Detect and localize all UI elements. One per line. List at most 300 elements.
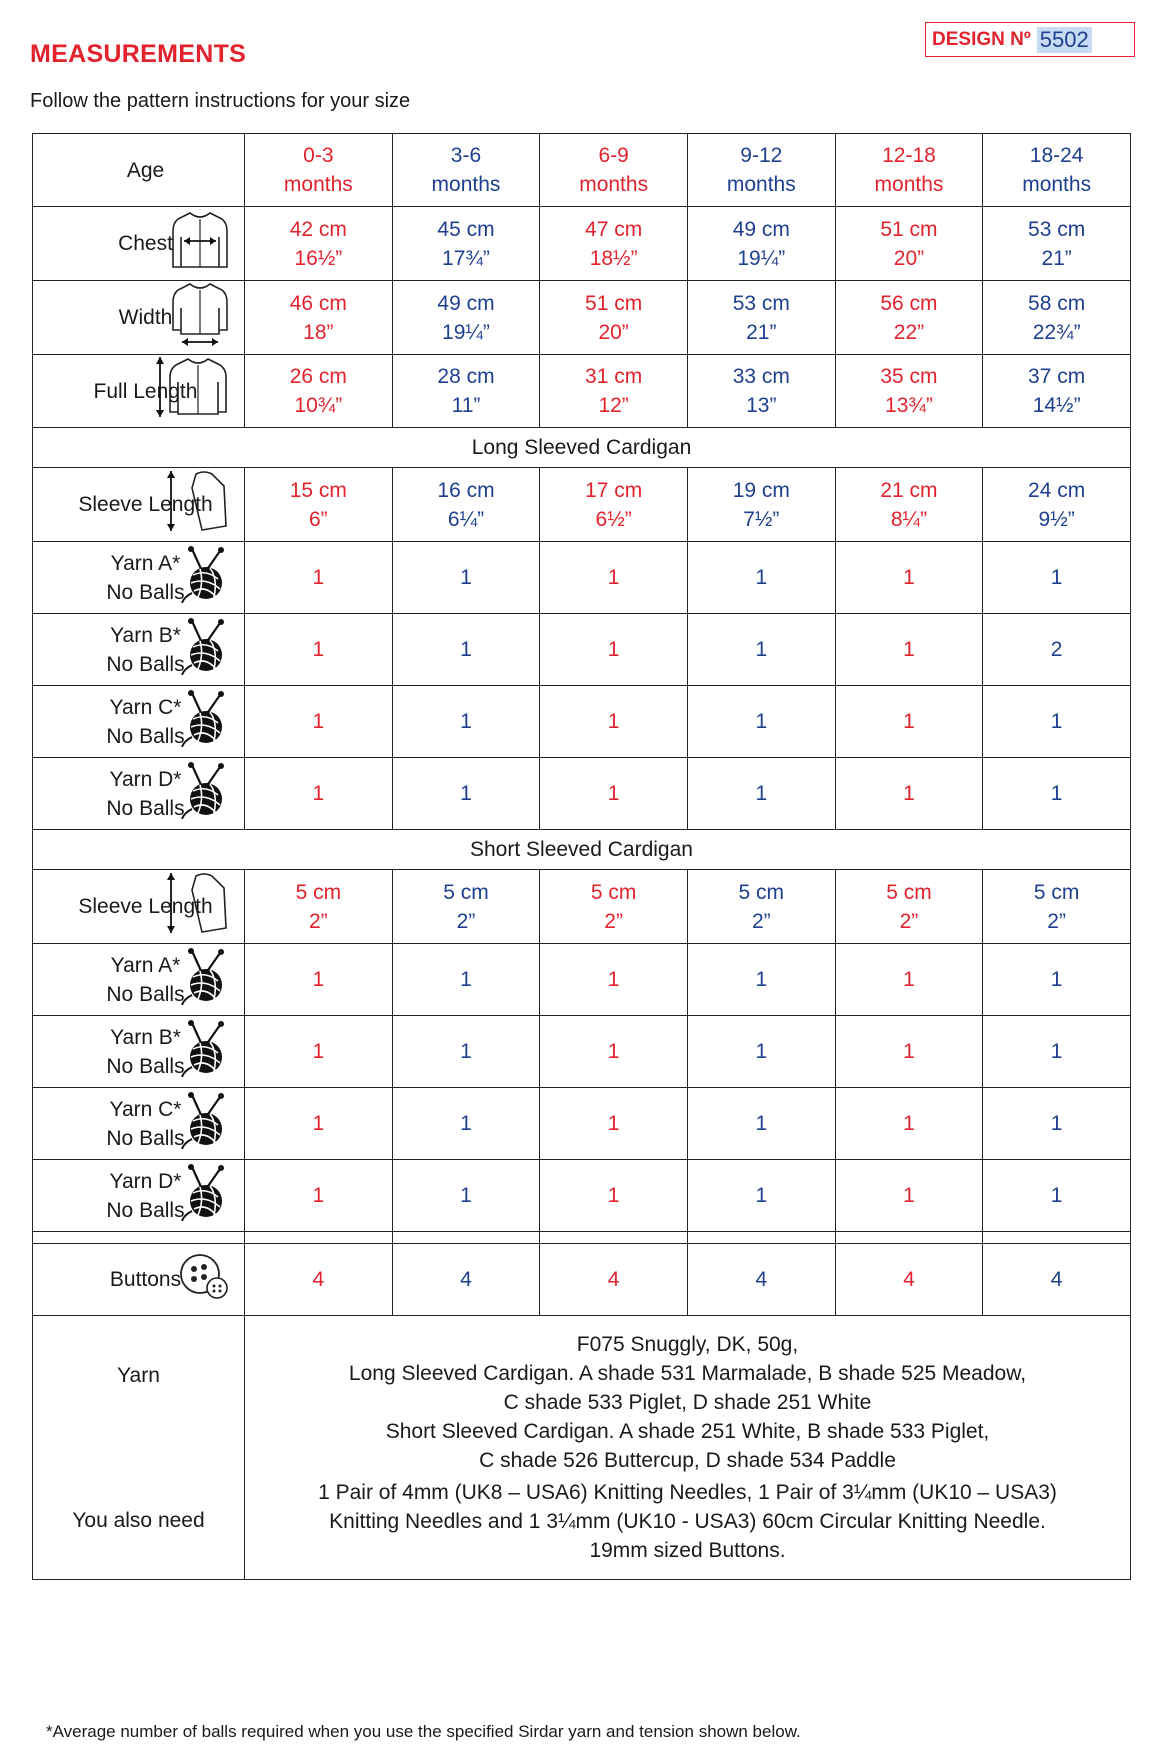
short-sleeve-length-value-text: 5 cm [1033, 880, 1080, 904]
short-yarn-3-value-text: 1 [903, 1184, 915, 1207]
label-spacer [47, 1390, 230, 1506]
long-sleeved-heading-row [33, 428, 1131, 468]
long-yarn-3-label-text: Yarn D* [109, 767, 182, 791]
short-yarn-3-value [540, 1160, 688, 1232]
long-yarn-0-label-text: Yarn A* [110, 551, 181, 575]
long-sleeve-length-value-text: 6½” [595, 507, 632, 531]
chest-value-text: 51 cm [880, 217, 938, 241]
long-yarn-2-value-text: 1 [460, 710, 472, 733]
buttons-label [33, 1244, 245, 1316]
cardigan-chest-icon [170, 209, 230, 279]
long-yarn-3-value [392, 758, 540, 830]
long-yarn-0-value-text: 1 [1050, 566, 1063, 589]
long-yarn-3-value [983, 758, 1131, 830]
full-length-value-text: 12” [598, 394, 629, 417]
short-yarn-0-row [33, 944, 1131, 1016]
age-value-text: months [1022, 173, 1092, 196]
age-value-text: 12-18 [882, 144, 936, 167]
short-yarn-1-label [33, 1016, 245, 1088]
short-yarn-1-label-text: Yarn B* [110, 1025, 181, 1049]
full-length-value-text: 28 cm [437, 365, 495, 388]
chest-value [245, 207, 393, 281]
full-length-value-text: 35 cm [880, 365, 938, 388]
long-sleeve-length-value-text: 17 cm [585, 478, 643, 502]
long-sleeve-length-value-text: 7½” [743, 507, 780, 531]
width-value-text: 58 cm [1028, 291, 1086, 315]
width-value-text: 22” [893, 320, 925, 344]
long-sleeve-length-label [33, 468, 245, 542]
short-yarn-1-value [983, 1016, 1131, 1088]
short-yarn-3-value-text: 1 [312, 1184, 325, 1207]
age-value-text: 3-6 [450, 144, 482, 167]
long-sleeve-length-value-text: 15 cm [289, 478, 347, 502]
age-value-text: 18-24 [1029, 144, 1084, 167]
long-sleeve-length-value-text: 16 cm [437, 478, 495, 502]
long-yarn-0-label [33, 542, 245, 614]
short-yarn-0-label [33, 944, 245, 1016]
buttons-value-text: 4 [755, 1268, 768, 1291]
long-yarn-0-value [687, 542, 835, 614]
short-yarn-1-value-text: 1 [312, 1040, 325, 1063]
age-label [33, 134, 245, 207]
short-yarn-0-label-text: Yarn A* [110, 953, 181, 977]
chest-value-text: 21” [1041, 246, 1072, 270]
short-yarn-2-label [33, 1088, 245, 1160]
short-yarn-3-value-text: 1 [755, 1184, 768, 1207]
long-yarn-3-row [33, 758, 1131, 830]
short-sleeve-length-value-text: 5 cm [738, 880, 785, 904]
short-yarn-0-value [245, 944, 393, 1016]
long-yarn-3-value-text: 1 [312, 782, 325, 805]
info-text [245, 1316, 1131, 1580]
full-length-value-text: 13” [746, 394, 777, 417]
age-value-text: months [431, 173, 501, 196]
long-sleeve-length-value-text: 9½” [1038, 507, 1075, 531]
chest-value-text: 45 cm [437, 217, 495, 241]
full-length-value-text: 10¾” [294, 394, 343, 417]
short-yarn-1-value [835, 1016, 983, 1088]
long-yarn-1-value [835, 614, 983, 686]
age-value [245, 134, 393, 207]
chest-row [33, 207, 1131, 281]
yarn-ball-icon [178, 1163, 230, 1229]
short-sleeve-length-value [392, 870, 540, 944]
long-yarn-2-value [392, 686, 540, 758]
full-length-value-text: 31 cm [585, 365, 643, 388]
yarn-info-line: Short Sleeved Cardigan. A shade 251 White, B shade 533 Piglet, [385, 1420, 990, 1443]
long-yarn-2-value [983, 686, 1131, 758]
long-yarn-2-value-text: 1 [903, 710, 915, 733]
long-yarn-1-value-text: 1 [460, 638, 472, 661]
age-label-text: Age [126, 158, 165, 182]
spacer-cell [33, 1232, 245, 1244]
short-sleeve-length-row [33, 870, 1131, 944]
cardigan-length-icon [156, 354, 230, 428]
age-value [687, 134, 835, 207]
long-yarn-2-value [835, 686, 983, 758]
long-yarn-2-value [687, 686, 835, 758]
chest-value [392, 207, 540, 281]
short-yarn-0-label-text: No Balls [106, 982, 185, 1006]
long-sleeve-length-value [245, 468, 393, 542]
full-length-value-text: 37 cm [1028, 365, 1086, 388]
short-yarn-1-value-text: 1 [1050, 1040, 1063, 1063]
short-yarn-2-value-text: 1 [460, 1112, 472, 1135]
long-yarn-0-label-text: No Balls [106, 580, 185, 604]
chest-value-text: 18½” [589, 246, 638, 270]
long-yarn-2-row [33, 686, 1131, 758]
short-sleeve-length-value [835, 870, 983, 944]
spacer-cell [983, 1232, 1131, 1244]
long-yarn-1-value [245, 614, 393, 686]
width-value-text: 51 cm [585, 291, 643, 315]
short-yarn-3-value [392, 1160, 540, 1232]
long-sleeve-length-value-text: 19 cm [732, 478, 790, 502]
width-value-text: 19¼” [442, 320, 490, 344]
width-value-text: 18” [303, 320, 334, 344]
design-number[interactable]: 5502 [1037, 27, 1092, 53]
yarn-ball-icon [178, 617, 230, 683]
long-sleeve-length-value [540, 468, 688, 542]
age-value [835, 134, 983, 207]
yarn-ball-icon [178, 1091, 230, 1157]
also-need-line: Knitting Needles and 1 3¼mm (UK10 - USA3) 60cm Circular Knitting Needle. [329, 1510, 1046, 1533]
long-yarn-0-value-text: 1 [460, 566, 472, 589]
short-yarn-1-value [687, 1016, 835, 1088]
short-yarn-2-row [33, 1088, 1131, 1160]
long-yarn-0-value [835, 542, 983, 614]
long-yarn-1-value [983, 614, 1131, 686]
age-value-text: months [283, 173, 353, 196]
long-yarn-3-value-text: 1 [607, 782, 620, 805]
long-yarn-3-value [540, 758, 688, 830]
long-yarn-2-value-text: 1 [312, 710, 325, 733]
long-yarn-1-value-text: 1 [903, 638, 915, 661]
short-yarn-3-value [245, 1160, 393, 1232]
long-yarn-3-label [33, 758, 245, 830]
long-sleeve-length-value-text: 24 cm [1028, 478, 1086, 502]
age-value [392, 134, 540, 207]
buttons-value [835, 1244, 983, 1316]
short-yarn-2-value [392, 1088, 540, 1160]
short-sleeve-length-value [245, 870, 393, 944]
short-yarn-0-value [392, 944, 540, 1016]
buttons-value [245, 1244, 393, 1316]
long-yarn-1-label [33, 614, 245, 686]
chest-value-text: 17¾” [442, 246, 490, 270]
short-sleeve-length-value [540, 870, 688, 944]
short-sleeve-length-value-text: 2” [456, 909, 476, 933]
short-yarn-1-value [540, 1016, 688, 1088]
spacer-cell [540, 1232, 688, 1244]
buttons-value [392, 1244, 540, 1316]
buttons-value-text: 4 [607, 1268, 620, 1291]
info-labels [33, 1316, 245, 1580]
chest-value-text: 49 cm [732, 217, 790, 241]
short-yarn-1-value-text: 1 [607, 1040, 620, 1063]
long-yarn-0-value [392, 542, 540, 614]
full-length-value [835, 355, 983, 428]
footnote: *Average number of balls required when you use the specified Sirdar yarn and tension shown below. [46, 1722, 801, 1741]
long-sleeve-length-value-text: 21 cm [880, 478, 938, 502]
long-sleeve-length-value [687, 468, 835, 542]
yarn-ball-icon [178, 689, 230, 755]
short-yarn-0-value-text: 1 [607, 968, 620, 991]
long-yarn-2-value [540, 686, 688, 758]
long-yarn-3-value-text: 1 [460, 782, 472, 805]
long-sleeve-length-value [835, 468, 983, 542]
short-yarn-3-value-text: 1 [460, 1184, 472, 1207]
short-yarn-2-label-text: Yarn C* [109, 1097, 182, 1121]
long-yarn-3-value-text: 1 [1050, 782, 1063, 805]
short-yarn-0-value-text: 1 [1050, 968, 1063, 991]
short-yarn-0-value [835, 944, 983, 1016]
short-yarn-2-value-text: 1 [1050, 1112, 1063, 1135]
short-yarn-1-label-text: No Balls [106, 1054, 185, 1078]
short-yarn-1-value [245, 1016, 393, 1088]
long-yarn-2-label [33, 686, 245, 758]
spacer-cell [245, 1232, 393, 1244]
chest-value-text: 47 cm [585, 217, 643, 241]
short-yarn-3-label-text: No Balls [106, 1198, 185, 1222]
short-sleeved-heading-row [33, 830, 1131, 870]
long-sleeve-length-value [392, 468, 540, 542]
short-yarn-3-label [33, 1160, 245, 1232]
chest-label [33, 207, 245, 281]
long-yarn-2-label-text: No Balls [106, 724, 185, 748]
full-length-value [245, 355, 393, 428]
full-length-value-text: 33 cm [732, 365, 790, 388]
width-value-text: 20” [598, 320, 629, 344]
chest-value [687, 207, 835, 281]
yarn-ball-icon [178, 545, 230, 611]
yarn-ball-icon [178, 761, 230, 827]
age-value-text: 9-12 [740, 144, 783, 167]
short-sleeve-length-value [687, 870, 835, 944]
short-sleeve-length-value-text: 5 cm [886, 880, 932, 904]
long-sleeve-length-value-text: 8¼” [890, 507, 928, 531]
age-value-text: months [874, 173, 944, 196]
long-sleeve-length-value-text: 6” [308, 507, 328, 531]
long-yarn-0-row [33, 542, 1131, 614]
width-row [33, 281, 1131, 355]
short-yarn-0-value-text: 1 [903, 968, 915, 991]
short-yarn-0-value-text: 1 [312, 968, 325, 991]
width-label [33, 281, 245, 355]
short-yarn-2-value [983, 1088, 1131, 1160]
age-value [983, 134, 1131, 207]
yarn-info-line: Long Sleeved Cardigan. A shade 531 Marmalade, B shade 525 Meadow, [348, 1362, 1027, 1385]
full-length-label-text: Full Length [93, 379, 198, 403]
also-need-line: 19mm sized Buttons. [589, 1539, 786, 1562]
buttons-value-text: 4 [1050, 1268, 1063, 1291]
short-sleeve-length-value-text: 2” [308, 909, 328, 933]
width-value [835, 281, 983, 355]
long-yarn-1-value-text: 2 [1050, 638, 1063, 661]
long-yarn-1-row [33, 614, 1131, 686]
long-yarn-1-value [540, 614, 688, 686]
long-yarn-3-value-text: 1 [755, 782, 768, 805]
short-yarn-3-label-text: Yarn D* [109, 1169, 182, 1193]
short-yarn-2-value [245, 1088, 393, 1160]
also-need-line: 1 Pair of 4mm (UK8 – USA6) Knitting Needles, 1 Pair of 3¼mm (UK10 – USA3) [318, 1481, 1057, 1504]
spacer-cell [687, 1232, 835, 1244]
full-length-value [392, 355, 540, 428]
sleeve-length-icon [166, 468, 230, 542]
short-yarn-2-label-text: No Balls [106, 1126, 185, 1150]
width-value [245, 281, 393, 355]
short-yarn-0-value [983, 944, 1131, 1016]
sleeve-length-icon [166, 870, 230, 944]
long-yarn-0-value-text: 1 [903, 566, 915, 589]
chest-label-text: Chest [118, 232, 173, 255]
long-yarn-0-value [540, 542, 688, 614]
full-length-value-text: 14½” [1032, 394, 1081, 417]
width-value [540, 281, 688, 355]
long-yarn-2-value-text: 1 [755, 710, 768, 733]
short-yarn-2-value-text: 1 [312, 1112, 325, 1135]
short-yarn-2-value-text: 1 [607, 1112, 620, 1135]
buttons-row [33, 1244, 1131, 1316]
cardigan-width-icon [170, 280, 230, 356]
short-yarn-3-value-text: 1 [607, 1184, 620, 1207]
short-yarn-3-value [983, 1160, 1131, 1232]
short-yarn-2-value [835, 1088, 983, 1160]
full-length-value-text: 11” [451, 394, 481, 417]
short-yarn-3-value [687, 1160, 835, 1232]
short-sleeve-length-value-text: 2” [604, 909, 623, 933]
long-yarn-2-value [245, 686, 393, 758]
design-number-box [925, 22, 1135, 57]
measurements-table [32, 133, 1131, 1580]
long-yarn-1-value-text: 1 [755, 638, 768, 661]
short-yarn-1-value-text: 1 [755, 1040, 768, 1063]
short-yarn-2-value-text: 1 [903, 1112, 915, 1135]
width-value [392, 281, 540, 355]
long-yarn-0-value [245, 542, 393, 614]
short-yarn-3-value-text: 1 [1050, 1184, 1063, 1207]
short-yarn-3-row [33, 1160, 1131, 1232]
buttons-label-text: Buttons [109, 1268, 182, 1291]
page-title: MEASUREMENTS [30, 40, 247, 68]
spacer-cell [835, 1232, 983, 1244]
width-value [687, 281, 835, 355]
buttons-value [540, 1244, 688, 1316]
width-value-text: 46 cm [289, 291, 347, 315]
full-length-value-text: 13¾” [885, 394, 933, 417]
short-yarn-0-value-text: 1 [755, 968, 768, 991]
buttons-value-text: 4 [903, 1268, 915, 1291]
short-sleeved-heading: Short Sleeved Cardigan [33, 830, 1131, 870]
short-sleeve-length-value-text: 2” [1047, 909, 1066, 933]
width-value-text: 56 cm [880, 291, 938, 315]
short-sleeve-length-value-text: 5 cm [590, 880, 637, 904]
long-sleeved-heading: Long Sleeved Cardigan [33, 428, 1131, 468]
width-value-text: 22¾” [1032, 320, 1081, 344]
age-value-text: months [579, 173, 649, 196]
short-sleeve-length-label-text: Sleeve Length [78, 895, 213, 918]
age-value [540, 134, 688, 207]
chest-value [983, 207, 1131, 281]
long-yarn-1-label-text: Yarn B* [110, 623, 181, 647]
spacer-cell [392, 1232, 540, 1244]
buttons-value-text: 4 [312, 1268, 325, 1291]
long-yarn-0-value-text: 1 [755, 566, 768, 589]
short-yarn-0-value-text: 1 [460, 968, 472, 991]
buttons-value-text: 4 [460, 1268, 472, 1291]
info-row [33, 1316, 1131, 1580]
short-yarn-1-value [392, 1016, 540, 1088]
short-yarn-1-value-text: 1 [460, 1040, 472, 1063]
long-yarn-1-value [687, 614, 835, 686]
long-yarn-1-value-text: 1 [312, 638, 325, 661]
long-yarn-3-value-text: 1 [903, 782, 915, 805]
age-value-text: 0-3 [303, 144, 334, 167]
long-yarn-2-label-text: Yarn C* [109, 695, 182, 719]
long-yarn-1-value [392, 614, 540, 686]
design-label: DESIGN Nº [932, 28, 1031, 50]
chest-value-text: 20” [893, 246, 925, 270]
long-yarn-3-value [245, 758, 393, 830]
short-yarn-0-value [687, 944, 835, 1016]
short-yarn-1-row [33, 1016, 1131, 1088]
short-sleeve-length-value-text: 2” [899, 909, 919, 933]
chest-value [540, 207, 688, 281]
short-yarn-3-value [835, 1160, 983, 1232]
long-yarn-1-label-text: No Balls [106, 652, 185, 676]
width-value-text: 49 cm [437, 291, 495, 315]
yarn-info-line: F075 Snuggly, DK, 50g, [576, 1333, 799, 1356]
age-value-text: months [726, 173, 796, 196]
long-sleeve-length-label-text: Sleeve Length [78, 493, 213, 516]
short-yarn-2-value [687, 1088, 835, 1160]
full-length-value [687, 355, 835, 428]
yarn-info-line: C shade 533 Piglet, D shade 251 White [503, 1391, 872, 1414]
full-length-label [33, 355, 245, 428]
short-sleeve-length-value-text: 5 cm [295, 880, 342, 904]
short-sleeve-length-label [33, 870, 245, 944]
chest-value-text: 16½” [294, 246, 343, 270]
chest-value-text: 53 cm [1028, 217, 1086, 241]
long-yarn-2-value-text: 1 [1050, 710, 1063, 733]
button-icon [178, 1252, 230, 1308]
long-yarn-1-value-text: 1 [607, 638, 620, 661]
chest-value-text: 42 cm [289, 217, 347, 241]
long-sleeve-length-value [983, 468, 1131, 542]
long-yarn-3-value [835, 758, 983, 830]
age-value-text: 6-9 [598, 144, 629, 167]
long-yarn-3-value [687, 758, 835, 830]
short-sleeve-length-value [983, 870, 1131, 944]
buttons-value [983, 1244, 1131, 1316]
long-yarn-0-value-text: 1 [312, 566, 325, 589]
long-yarn-2-value-text: 1 [607, 710, 620, 733]
yarn-ball-icon [178, 1019, 230, 1085]
full-length-value [983, 355, 1131, 428]
buttons-value [687, 1244, 835, 1316]
long-yarn-0-value-text: 1 [607, 566, 620, 589]
full-length-value-text: 26 cm [289, 365, 347, 388]
width-value [983, 281, 1131, 355]
short-yarn-2-value-text: 1 [755, 1112, 768, 1135]
long-yarn-0-value [983, 542, 1131, 614]
page-subtitle: Follow the pattern instructions for your size [30, 90, 411, 112]
width-label-text: Width [118, 306, 173, 329]
chest-value-text: 19¼” [737, 246, 786, 270]
short-yarn-0-value [540, 944, 688, 1016]
long-yarn-3-label-text: No Balls [106, 796, 185, 820]
long-sleeve-length-value-text: 6¼” [447, 507, 485, 531]
